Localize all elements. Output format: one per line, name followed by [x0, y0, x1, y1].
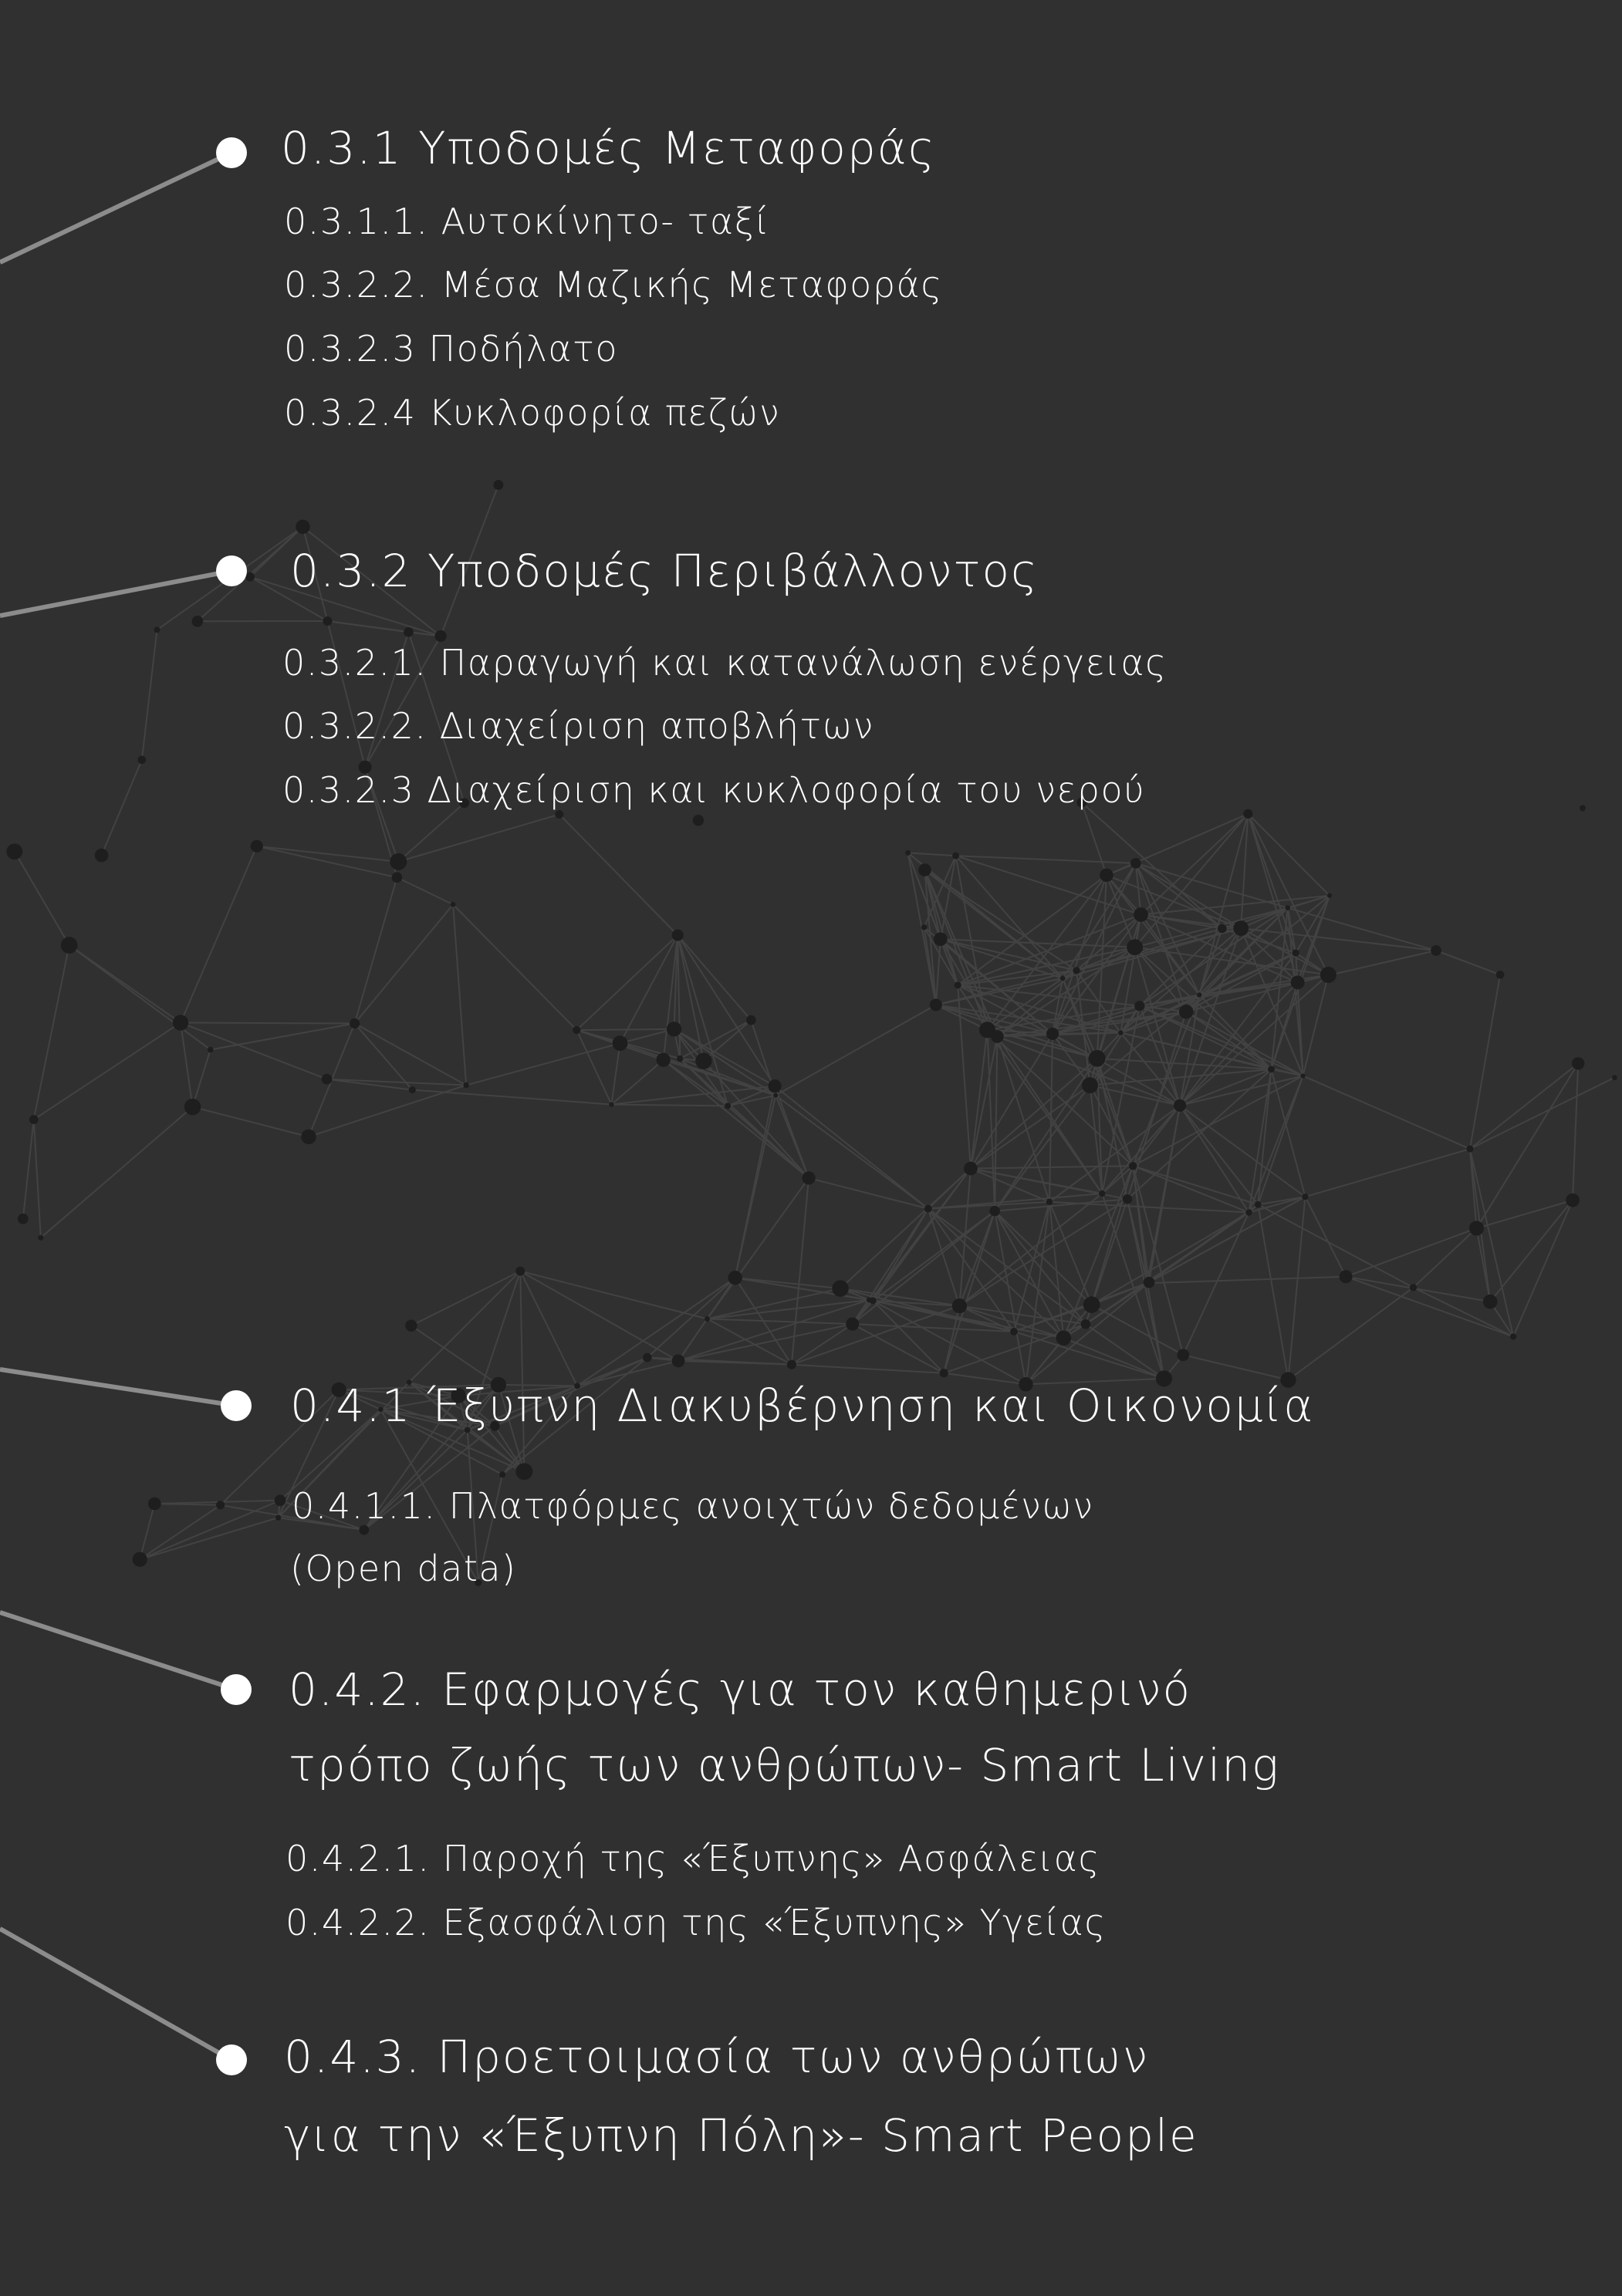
- network-edge: [398, 803, 464, 862]
- network-edge: [1413, 1228, 1476, 1288]
- network-node: [802, 1171, 815, 1184]
- network-edge: [257, 846, 398, 862]
- network-node: [18, 1214, 29, 1224]
- network-edge: [792, 1365, 944, 1373]
- network-node: [301, 1129, 316, 1144]
- network-node: [1410, 1284, 1417, 1291]
- network-edge: [23, 1119, 34, 1219]
- network-node: [133, 1552, 147, 1567]
- network-node: [61, 937, 78, 954]
- network-edge: [1346, 1277, 1490, 1302]
- network-edge: [453, 904, 576, 1030]
- network-node: [955, 981, 961, 988]
- network-node: [773, 1093, 778, 1098]
- section-heading-governance: 0.4.1 Έξυπνη Διακυβέρνηση και Οικονομία: [290, 1379, 1315, 1432]
- network-node: [29, 1115, 39, 1124]
- section-heading-smart-living-line-2: τρόπο ζωής των ανθρώπων- Smart Living: [289, 1739, 1280, 1791]
- network-node: [350, 1018, 360, 1028]
- network-node: [192, 616, 204, 627]
- network-node: [1099, 1190, 1105, 1197]
- network-edge: [708, 1319, 853, 1324]
- network-edge: [792, 1178, 809, 1365]
- network-node: [905, 850, 911, 856]
- list-item: 0.3.2.2. Μέσα Μαζικής Μεταφοράς: [284, 264, 943, 306]
- network-edge: [257, 846, 397, 878]
- network-edge: [1133, 1166, 1258, 1204]
- network-edge: [1490, 1200, 1573, 1302]
- list-item: 0.3.2.1. Παραγωγή και κατανάλωση ενέργειας: [282, 642, 1168, 684]
- network-node: [1118, 1030, 1124, 1035]
- network-edge: [678, 1300, 869, 1361]
- network-node: [832, 1280, 849, 1297]
- section-heading-smart-people-line-2: για την «Έξυπνη Πόλη»- Smart People: [284, 2109, 1198, 2162]
- network-edge: [411, 1271, 520, 1326]
- network-node: [1046, 1028, 1059, 1040]
- network-edge: [211, 1024, 355, 1050]
- network-node: [434, 630, 446, 642]
- bullet-dot: [216, 2044, 247, 2075]
- network-node: [148, 1497, 161, 1511]
- network-edge: [1303, 1076, 1470, 1150]
- network-edge: [466, 1043, 620, 1085]
- network-node: [1081, 1319, 1091, 1329]
- network-edge: [971, 1169, 1049, 1202]
- network-node: [952, 853, 959, 859]
- network-edge: [309, 1086, 466, 1137]
- network-node: [499, 1471, 505, 1477]
- network-edge: [1289, 1197, 1306, 1379]
- network-edge: [1149, 1197, 1305, 1282]
- network-node: [390, 853, 407, 870]
- network-edge: [398, 815, 559, 862]
- section-heading-smart-living-line-1: 0.4.2. Εφαρμογές για τον καθημερινό: [289, 1663, 1191, 1716]
- connector-line-1: [0, 153, 231, 262]
- network-node: [695, 1053, 711, 1069]
- network-node: [405, 1319, 417, 1331]
- network-edge: [1183, 1355, 1288, 1379]
- network-node: [392, 872, 403, 883]
- network-node: [1300, 1073, 1305, 1078]
- network-edge: [140, 1518, 278, 1559]
- network-node: [1469, 1221, 1484, 1235]
- network-edge: [1092, 1305, 1184, 1355]
- network-node: [1056, 1331, 1072, 1346]
- network-edge: [1513, 1200, 1573, 1337]
- connector-line-4: [0, 1612, 236, 1690]
- network-edge: [520, 1271, 524, 1472]
- network-node: [657, 1053, 671, 1067]
- network-edge: [576, 1029, 674, 1030]
- network-edge: [1133, 1166, 1249, 1212]
- network-node: [1130, 858, 1141, 869]
- network-node: [6, 843, 22, 859]
- network-edge: [776, 1004, 936, 1095]
- network-node: [991, 1030, 1004, 1043]
- network-edge: [355, 1024, 413, 1090]
- network-node: [846, 1318, 859, 1331]
- network-edge: [704, 1020, 751, 1061]
- network-node: [1302, 1194, 1308, 1200]
- network-edge: [142, 630, 157, 760]
- network-edge: [908, 853, 956, 856]
- network-node: [515, 1267, 525, 1276]
- network-edge: [1258, 1204, 1413, 1288]
- network-node: [573, 1026, 580, 1034]
- network-node: [1197, 992, 1201, 997]
- network-node: [924, 1205, 932, 1213]
- network-node: [95, 849, 109, 863]
- network-node: [1496, 971, 1505, 979]
- network-node: [216, 1501, 225, 1509]
- network-edge: [1470, 1063, 1578, 1149]
- network-edge: [453, 904, 466, 1085]
- list-item: 0.3.1.1. Αυτοκίνητο- ταξί: [284, 201, 771, 242]
- network-edge: [1289, 1288, 1414, 1380]
- network-node: [870, 1297, 877, 1304]
- network-edge: [1147, 1277, 1346, 1283]
- network-node: [1010, 1328, 1018, 1335]
- network-node: [1612, 1075, 1617, 1080]
- network-edge: [355, 1024, 466, 1086]
- network-edge: [611, 1043, 620, 1104]
- connector-line-5: [0, 1929, 231, 2060]
- network-node: [672, 1355, 685, 1368]
- network-edge: [1063, 1166, 1133, 1338]
- network-node: [1293, 950, 1299, 957]
- network-node: [672, 930, 684, 941]
- network-node: [1320, 967, 1336, 983]
- network-node: [728, 1271, 742, 1285]
- network-node: [275, 1514, 281, 1520]
- network-edge: [193, 1050, 211, 1107]
- network-edge: [34, 1023, 181, 1120]
- network-node: [1089, 1050, 1106, 1067]
- network-node: [409, 1086, 416, 1093]
- section-heading-transport: 0.3.1 Υποδομές Μεταφοράς: [281, 122, 936, 174]
- network-node: [1233, 920, 1249, 936]
- network-node: [451, 902, 456, 907]
- list-item: 0.3.2.4 Κυκλοφορία πεζών: [284, 392, 781, 434]
- section-heading-environment: 0.3.2 Υποδομές Περιβάλλοντος: [290, 545, 1039, 597]
- bullet-dot: [216, 137, 247, 168]
- network-node: [173, 1015, 188, 1030]
- network-edge: [1346, 1228, 1476, 1277]
- network-node: [930, 998, 942, 1011]
- network-edge: [840, 1169, 971, 1288]
- network-node: [38, 1235, 43, 1241]
- network-edge: [678, 935, 680, 1059]
- network-edge: [611, 1060, 663, 1105]
- network-edge: [1436, 950, 1500, 974]
- network-node: [940, 1369, 948, 1377]
- network-node: [1285, 905, 1290, 910]
- list-item: 0.3.2.2. Διαχείριση αποβλήτων: [282, 705, 874, 747]
- network-node: [746, 1015, 756, 1025]
- network-edge: [708, 1300, 870, 1319]
- network-edge: [924, 870, 1076, 971]
- network-edge: [1090, 1069, 1272, 1086]
- network-node: [1291, 975, 1305, 989]
- network-edge: [678, 935, 751, 1020]
- network-node: [705, 1316, 710, 1322]
- network-edge: [995, 1037, 997, 1211]
- network-edge: [181, 1023, 355, 1024]
- network-node: [1127, 939, 1143, 955]
- network-node: [921, 924, 927, 930]
- network-node: [964, 1162, 978, 1176]
- network-node: [1580, 805, 1586, 811]
- network-node: [609, 1102, 613, 1106]
- network-edge: [1303, 975, 1329, 1076]
- network-node: [1134, 1001, 1144, 1011]
- network-edge: [154, 1504, 220, 1505]
- network-edge: [1271, 1069, 1305, 1197]
- network-node: [1268, 1066, 1275, 1073]
- network-edge: [956, 856, 1063, 978]
- network-edge: [1135, 947, 1329, 975]
- network-edge: [1413, 1288, 1513, 1337]
- network-node: [725, 1102, 731, 1109]
- network-node: [1174, 1099, 1186, 1112]
- network-node: [184, 1099, 201, 1115]
- network-edge: [559, 815, 678, 936]
- network-edge: [1241, 814, 1248, 928]
- network-edge: [577, 1278, 735, 1386]
- section-heading-smart-people-line-1: 0.4.3. Προετοιμασία των ανθρώπων: [284, 2031, 1150, 2083]
- network-node: [1243, 809, 1252, 819]
- network-node: [493, 480, 503, 490]
- bullet-dot: [216, 555, 247, 586]
- network-node: [208, 1047, 214, 1053]
- network-edge: [956, 856, 1141, 914]
- network-edge: [988, 875, 1107, 1029]
- network-edge: [809, 1178, 928, 1209]
- network-node: [251, 840, 263, 853]
- network-node: [1134, 907, 1148, 922]
- network-node: [1245, 1209, 1252, 1216]
- network-edge: [708, 1288, 841, 1319]
- network-node: [677, 1055, 683, 1062]
- network-edge: [411, 1325, 498, 1385]
- network-node: [1083, 1296, 1100, 1313]
- network-edge: [520, 1271, 707, 1319]
- network-edge: [1305, 1149, 1470, 1197]
- network-edge: [193, 1107, 309, 1137]
- network-edge: [1249, 1076, 1303, 1213]
- network-node: [1179, 1004, 1194, 1019]
- list-item: 0.4.2.2. Εξασφάλιση της «Έξυπνης» Υγείας: [286, 1902, 1107, 1943]
- network-edge: [355, 904, 454, 1023]
- network-node: [1483, 1295, 1498, 1309]
- network-edge: [34, 945, 69, 1119]
- list-item: (Open data): [290, 1548, 517, 1589]
- network-node: [1060, 976, 1066, 981]
- network-node: [768, 1079, 781, 1092]
- network-edge: [181, 846, 257, 1023]
- network-edge: [708, 1178, 809, 1319]
- network-node: [787, 1360, 796, 1369]
- network-edge: [1140, 1006, 1272, 1069]
- network-node: [1466, 1146, 1473, 1153]
- network-edge: [102, 760, 142, 856]
- network-edge: [1477, 1228, 1491, 1302]
- network-node: [934, 932, 948, 946]
- network-edge: [355, 877, 397, 1023]
- bullet-dot: [221, 1390, 252, 1421]
- network-edge: [576, 935, 678, 1030]
- network-edge: [576, 1030, 611, 1104]
- network-edge: [69, 945, 211, 1049]
- network-node: [667, 1021, 681, 1036]
- network-edge: [397, 877, 453, 904]
- network-node: [1082, 1077, 1098, 1093]
- network-node: [643, 1353, 652, 1362]
- network-edge: [1258, 1204, 1288, 1379]
- network-node: [1129, 1162, 1137, 1170]
- network-edge: [1086, 1213, 1249, 1325]
- network-edge: [1305, 1197, 1346, 1277]
- network-node: [555, 810, 563, 819]
- network-edge: [181, 1023, 327, 1079]
- network-edge: [1470, 974, 1500, 1149]
- network-edge: [41, 1107, 193, 1238]
- connector-line-2: [0, 571, 231, 616]
- network-edge: [971, 1086, 1090, 1169]
- network-node: [1144, 1277, 1155, 1288]
- network-node: [1340, 1270, 1353, 1283]
- list-item: 0.4.2.1. Παροχή της «Έξυπνης» Ασφάλειας: [286, 1838, 1100, 1879]
- network-node: [989, 1206, 999, 1216]
- network-edge: [792, 1306, 960, 1365]
- network-node: [1073, 967, 1080, 974]
- network-node: [1100, 869, 1113, 883]
- network-node: [1327, 893, 1332, 898]
- list-item: 0.3.2.3 Διαχείριση και κυκλοφορία του νερού: [282, 769, 1146, 811]
- list-item: 0.4.1.1. Πλατφόρμες ανοιχτών δεδομένων: [292, 1485, 1094, 1527]
- network-node: [323, 616, 332, 626]
- network-node: [296, 520, 310, 535]
- network-edge: [412, 1090, 611, 1105]
- network-node: [463, 1082, 468, 1088]
- network-node: [515, 1463, 532, 1480]
- network-node: [137, 755, 146, 764]
- network-node: [1572, 1057, 1584, 1069]
- network-node: [1123, 1194, 1132, 1204]
- network-edge: [1014, 1202, 1049, 1332]
- network-edge: [520, 1271, 577, 1386]
- network-node: [1046, 1199, 1053, 1205]
- network-node: [322, 1074, 333, 1085]
- network-edge: [708, 1319, 792, 1364]
- network-edge: [678, 1324, 853, 1361]
- network-node: [693, 815, 704, 826]
- network-node: [918, 863, 931, 876]
- network-node: [275, 1494, 286, 1506]
- network-node: [613, 1035, 628, 1051]
- network-edge: [959, 1199, 1127, 1305]
- bullet-dot: [221, 1674, 252, 1705]
- network-edge: [1470, 1078, 1614, 1149]
- network-edge: [520, 1271, 678, 1361]
- network-node: [1177, 1349, 1189, 1361]
- network-edge: [34, 1119, 41, 1237]
- network-edge: [1241, 928, 1436, 950]
- network-edge: [704, 1061, 809, 1178]
- connector-line-3: [0, 1369, 236, 1406]
- network-node: [1510, 1333, 1516, 1339]
- network-edge: [611, 1105, 728, 1106]
- network-node: [1255, 1201, 1262, 1208]
- network-edge: [1573, 1063, 1578, 1200]
- network-edge: [140, 1501, 280, 1560]
- network-edge: [941, 856, 956, 939]
- network-node: [1566, 1194, 1580, 1207]
- network-edge: [1049, 1202, 1092, 1305]
- network-node: [1218, 924, 1227, 934]
- network-edge: [409, 1271, 520, 1383]
- network-edge: [15, 852, 69, 945]
- network-node: [404, 627, 414, 637]
- network-edge: [1026, 1202, 1049, 1384]
- network-edge: [1097, 1059, 1272, 1069]
- network-node: [952, 1298, 967, 1313]
- network-node: [245, 572, 255, 582]
- network-node: [154, 626, 161, 633]
- network-edge: [956, 856, 1136, 863]
- network-edge: [928, 1194, 1102, 1209]
- list-item: 0.3.2.3 Ποδήλατο: [284, 328, 618, 370]
- network-node: [1431, 945, 1441, 956]
